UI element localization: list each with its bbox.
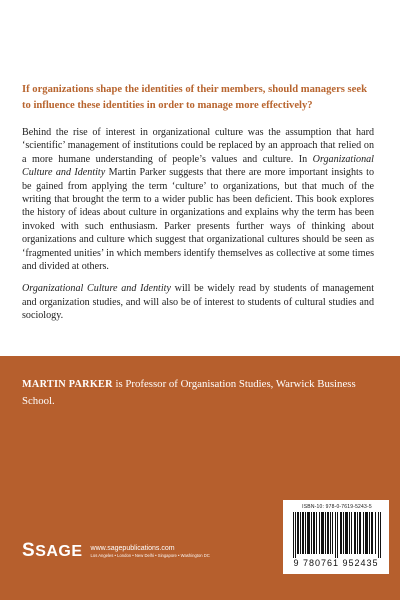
lead-question: If organizations shape the identities of their members, should managers seek to influence these identities in order to manage more effectively? — [22, 84, 367, 111]
isbn-label: ISBN-10: 978-0-7619-5243-5 — [302, 504, 372, 510]
barcode-number: 9 780761 952435 — [293, 558, 379, 568]
book-title-italic: Organizational Culture and Identity — [22, 153, 374, 179]
paragraph-2-rest: will be widely read by students of management and organization studies, and will also be of interest to students of cultural studies and sociology. — [22, 283, 375, 322]
publisher-url: www.sagepublications.com — [90, 544, 175, 552]
sage-wordmark-s: S — [22, 540, 36, 561]
sage-logo — [22, 540, 210, 562]
description-paragraph-1 — [22, 126, 374, 273]
author-bio-text: is Professor of Organisation Studies, Warwick Business School. — [22, 378, 356, 407]
barcode-bars — [293, 512, 381, 558]
publisher-cities: Los Angeles • London • New Delhi • Singapore • Washington DC — [90, 552, 210, 558]
description-paragraph-2 — [22, 282, 374, 322]
author-name: MARTIN PARKER — [22, 379, 113, 390]
paragraph-1-intro: Behind the rise of interest in organizational culture was the assumption that hard ‘scientific’ management of institutions could be replaced by an approach that relied on a more humane understanding of people’s values and culture. In — [22, 127, 374, 165]
author-bio — [22, 376, 372, 409]
paragraph-1-rest: Martin Parker suggests that there are more important insights to be gained from applying the term ‘culture’ to organizations, but that much of the writing that brought the term to a wider public has been deficient. This book explores the history of ideas about culture in organizations and explains why the term has been invoked with such enthusiasm. Parker presents further ways of thinking about organizations and culture which suggest that organizational cultures should be seen as ‘fragmented unities’ in which members identify themselves as collective at some times and divided at others. — [22, 167, 375, 273]
description-body — [22, 126, 374, 332]
book-title-italic-2: Organizational Culture and Identity — [22, 283, 171, 295]
publisher-info — [91, 544, 210, 559]
sage-wordmark — [22, 540, 83, 562]
sage-wordmark-rest: SAGE — [35, 543, 83, 560]
barcode — [283, 500, 389, 574]
